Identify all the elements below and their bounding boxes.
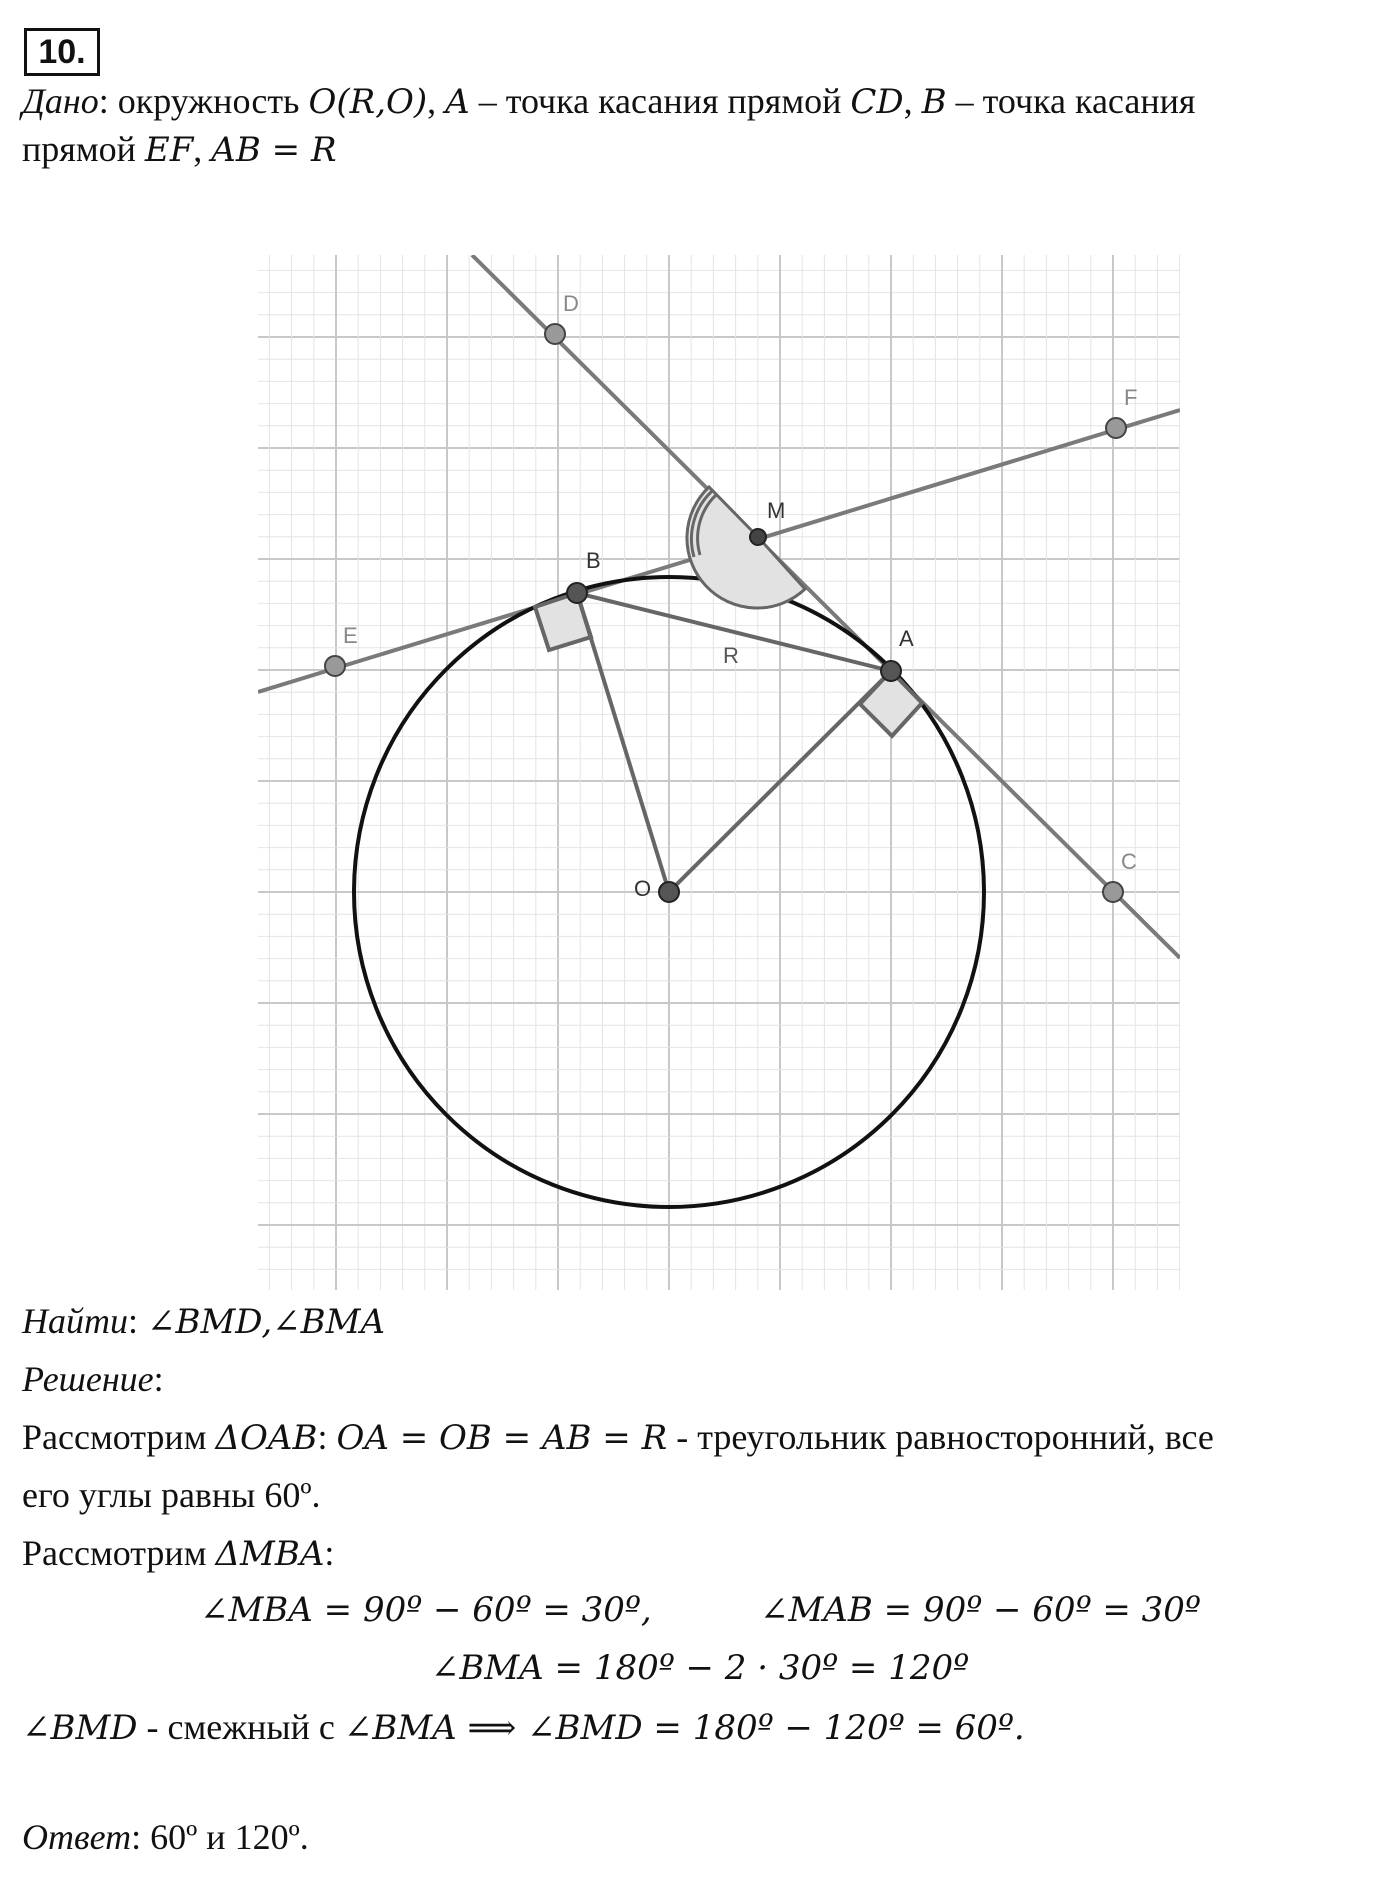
label-r: R [723, 643, 739, 668]
angle-sector-m [687, 487, 805, 608]
text: Рассмотрим [22, 1417, 216, 1457]
label-f: F [1124, 385, 1138, 410]
solution-p3 [22, 1532, 334, 1575]
point-f [1106, 418, 1126, 438]
answer-label: Ответ [22, 1817, 132, 1857]
given-text: , [903, 81, 922, 121]
line-ef-ref: EF [144, 130, 194, 170]
ab-equals-r: AB = R [211, 130, 337, 170]
circle-notation: O(R,O) [308, 82, 428, 122]
equation-bma: ∠BMA = 180º − 2 · 30º = 120º [430, 1648, 970, 1688]
label-d: D [563, 291, 579, 316]
given-text: : окружность [98, 81, 309, 121]
text: : [317, 1417, 337, 1457]
solution-colon: : [153, 1359, 164, 1399]
answer-line [22, 1816, 309, 1859]
point-m [750, 529, 766, 545]
point-b-ref: B [921, 82, 947, 122]
text: Рассмотрим [22, 1533, 216, 1573]
oa-ob-ab-equality: OA = OB = AB = R [336, 1418, 668, 1458]
label-o: O [634, 876, 652, 901]
answer-text: 60º и 120º. [150, 1817, 309, 1857]
point-a [881, 661, 901, 681]
label-b: B [586, 548, 601, 573]
bmd-result: ⟹ ∠BMD = 180º − 120º = 60º. [456, 1708, 1025, 1748]
equation-mab: ∠MAB = 90º − 60º = 30º [760, 1590, 1201, 1630]
label-a: A [899, 626, 914, 651]
label-m: M [767, 498, 786, 523]
answer-colon: : [131, 1817, 151, 1857]
grid [258, 255, 1180, 1290]
solution-p2: его углы равны 60º. [22, 1475, 321, 1515]
point-e [325, 656, 345, 676]
point-c [1103, 882, 1123, 902]
given-text: – точка касания [946, 81, 1196, 121]
solution-p4 [22, 1706, 1025, 1749]
angle-bma: ∠BMA [343, 1708, 457, 1748]
point-b [567, 583, 587, 603]
point-a-ref: A [445, 82, 470, 122]
solution-heading [22, 1358, 164, 1401]
find-angles: ∠BMD,∠BMA [147, 1302, 385, 1342]
solution-p1 [22, 1416, 1214, 1459]
text: : [324, 1533, 335, 1573]
text: - смежный с [137, 1707, 344, 1747]
label-e: E [343, 623, 358, 648]
equation-mba: ∠MBA = 90º − 60º = 30º, [200, 1590, 652, 1630]
line-cd-ref: CD [850, 82, 904, 122]
triangle-oab: ΔOAB [215, 1418, 318, 1458]
label-c: C [1121, 849, 1137, 874]
solution-label: Решение [22, 1359, 154, 1399]
point-o [659, 882, 679, 902]
point-d [545, 324, 565, 344]
angle-bmd: ∠BMD [22, 1708, 138, 1748]
given-text: – точка касания прямой [469, 81, 851, 121]
given-label: Дано [22, 81, 99, 121]
problem-number: 10. [24, 28, 100, 76]
find-colon: : [128, 1301, 148, 1341]
text: - треугольник равносторонний, все [667, 1417, 1214, 1457]
given-text: , [193, 129, 212, 169]
triangle-mba: ΔMBA [215, 1534, 325, 1574]
given-text: , [427, 81, 446, 121]
find-line [22, 1300, 385, 1343]
find-label: Найти [22, 1301, 128, 1341]
given-text: прямой [22, 129, 145, 169]
